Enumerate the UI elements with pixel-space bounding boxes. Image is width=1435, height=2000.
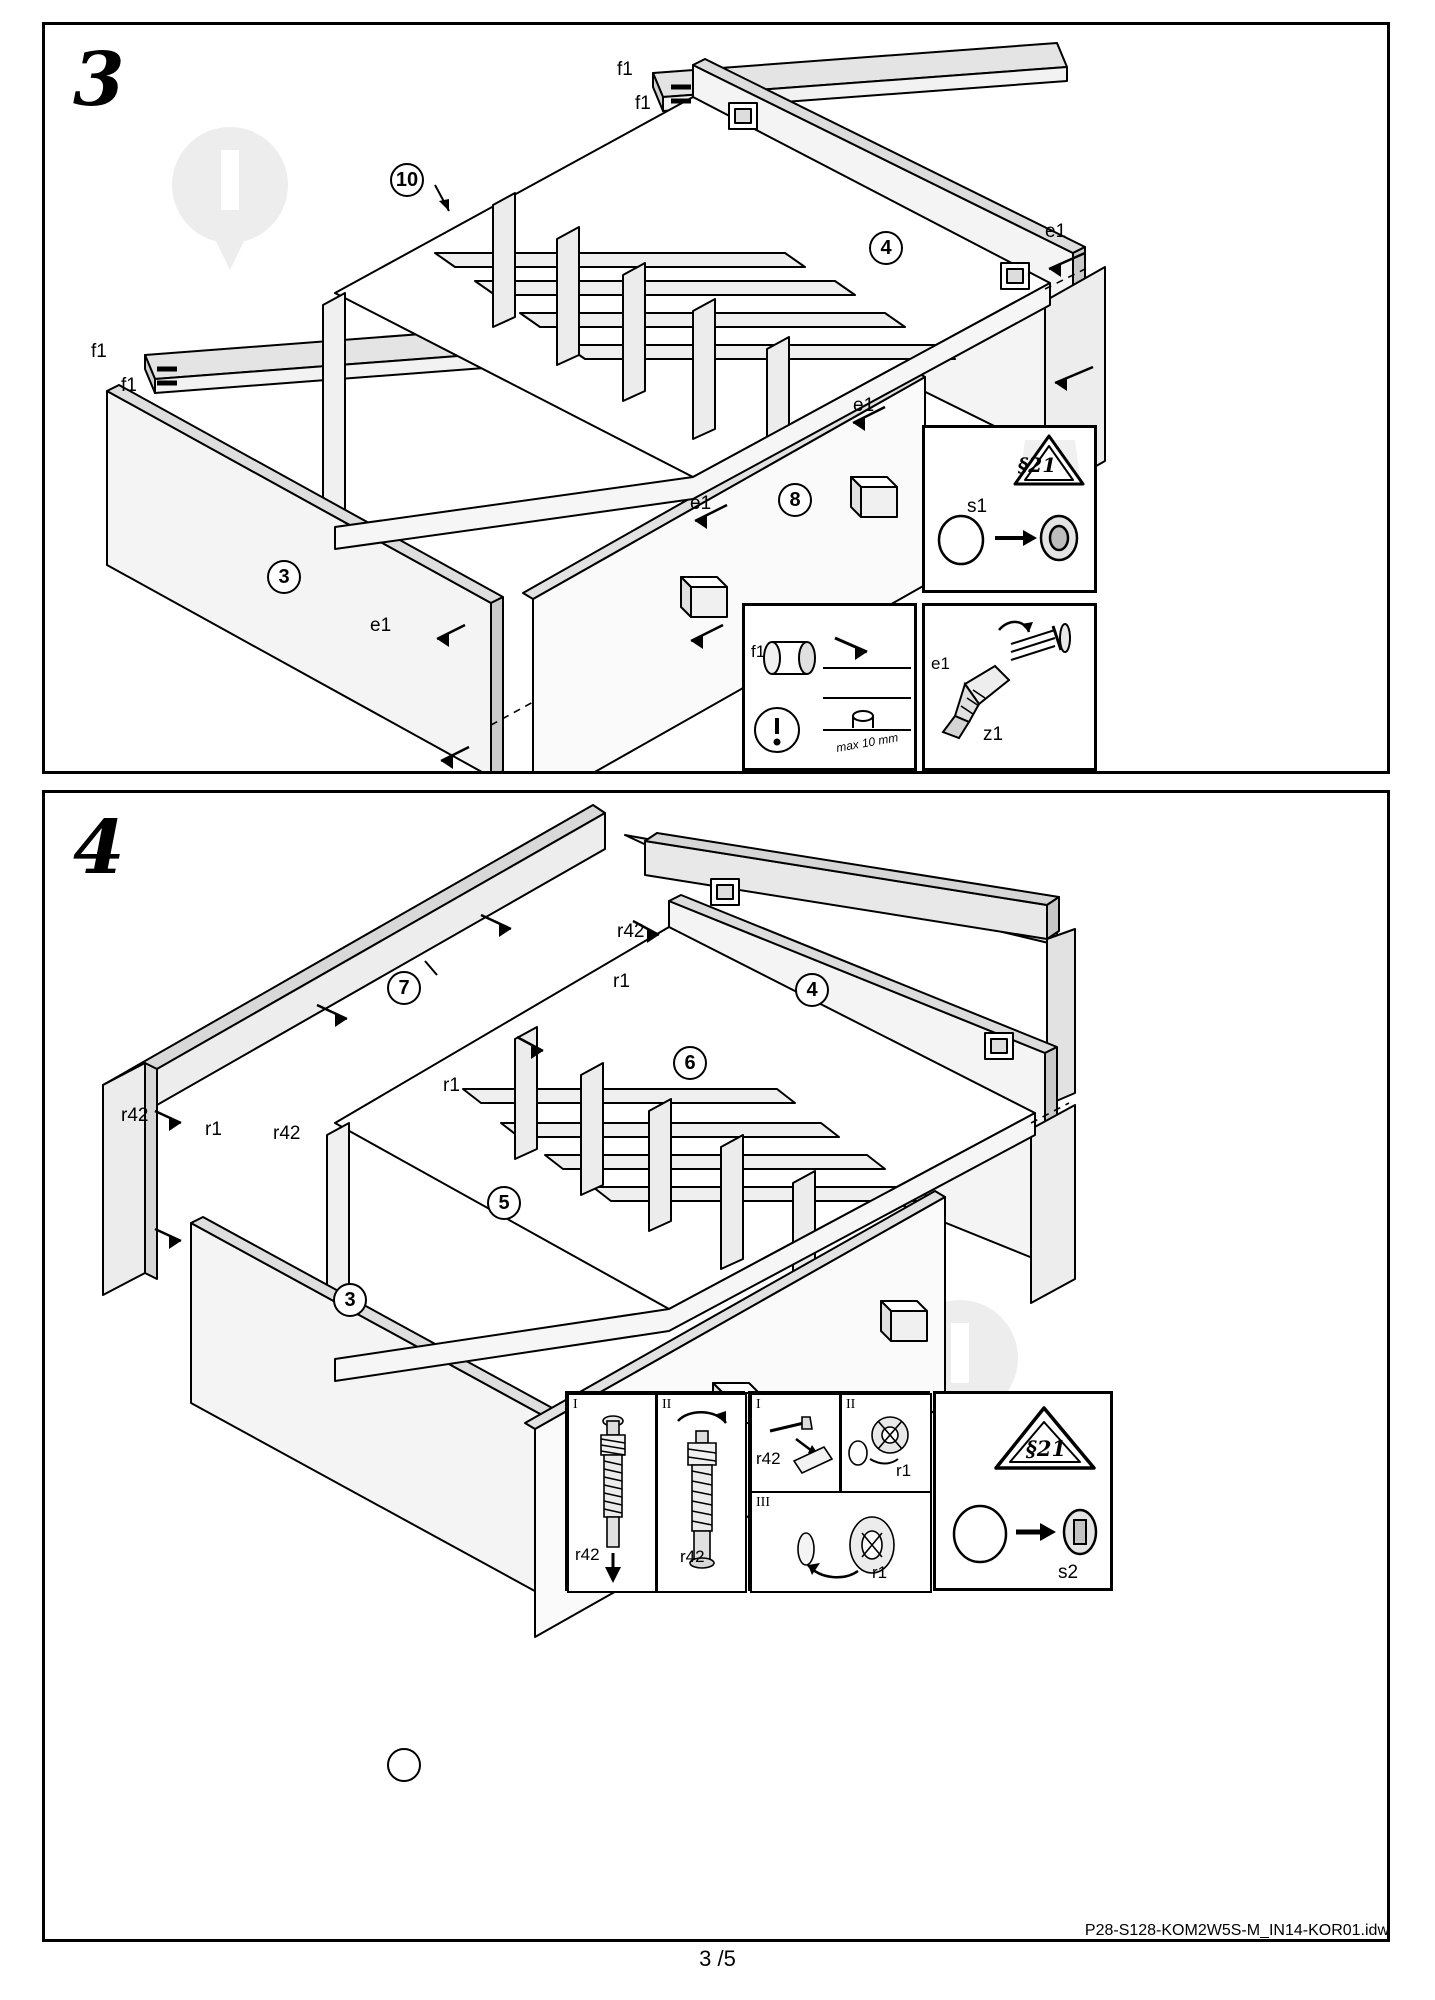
roman-II: II xyxy=(846,1397,856,1412)
detail-screw-anchor xyxy=(922,603,1097,771)
detail-dowel-depth xyxy=(742,603,917,771)
detail-label-r1: r1 xyxy=(896,1461,912,1480)
step-4-panel xyxy=(42,790,1390,1942)
callout-10: 10 xyxy=(390,163,424,197)
callout-8: 8 xyxy=(778,483,812,517)
detail-label-s2: s2 xyxy=(1058,1562,1079,1583)
detail-label-e1: e1 xyxy=(931,654,950,673)
svg-text:§21: §21 xyxy=(1017,453,1057,477)
part-label-r42: r42 xyxy=(617,921,645,942)
part-label-r42: r42 xyxy=(273,1123,301,1144)
part-label-e1: e1 xyxy=(853,395,875,416)
part-label-e1: e1 xyxy=(370,615,392,636)
detail-label-r1: r1 xyxy=(872,1563,888,1582)
detail-cam-lock xyxy=(748,1391,930,1591)
detail-label-r42: r42 xyxy=(756,1449,781,1468)
step-3-panel xyxy=(42,22,1390,774)
detail-label-r42: r42 xyxy=(680,1547,705,1566)
detail-cell-II xyxy=(656,1393,747,1593)
svg-text:max 10 mm: max 10 mm xyxy=(835,730,900,755)
detail-label-r42: r42 xyxy=(575,1545,600,1564)
part-label-r42: r42 xyxy=(121,1105,149,1126)
part-label-f1: f1 xyxy=(91,341,107,362)
part-label-r1: r1 xyxy=(443,1075,460,1096)
part-label-r1: r1 xyxy=(613,971,630,992)
document-id: P28-S128-KOM2W5S-M_IN14-KOR01.idw xyxy=(1084,1922,1389,1939)
roman-I: I xyxy=(756,1397,761,1412)
detail-cell-III xyxy=(750,1491,932,1593)
detail-cell-I-2 xyxy=(750,1393,841,1493)
callout-4: 4 xyxy=(795,973,829,1007)
callout-7-wrap xyxy=(387,1748,421,1782)
page-label: 3 /5 xyxy=(699,1946,736,1971)
callout-7: 7 xyxy=(387,971,421,1005)
detail-cap-cover-2 xyxy=(933,1391,1113,1591)
callout-4: 4 xyxy=(869,231,903,265)
detail-cell-I xyxy=(567,1393,657,1593)
callout-6: 6 xyxy=(673,1046,707,1080)
part-label-f1: f1 xyxy=(635,93,651,114)
detail-label-s1: s1 xyxy=(967,496,988,517)
step-number: 3 xyxy=(73,37,125,123)
roman-III: III xyxy=(756,1495,770,1510)
step-number: 4 xyxy=(73,805,125,891)
part-label-f1: f1 xyxy=(121,375,137,396)
part-label-e1: e1 xyxy=(1045,221,1067,242)
callout-5: 5 xyxy=(487,1186,521,1220)
roman-II: II xyxy=(662,1397,672,1412)
part-label-e1: e1 xyxy=(690,493,712,514)
part-label-r1: r1 xyxy=(205,1119,222,1140)
svg-text:§21: §21 xyxy=(1025,1436,1067,1461)
detail-label-z1: z1 xyxy=(983,724,1004,745)
detail-cell-II-2 xyxy=(840,1393,932,1493)
part-label-f1: f1 xyxy=(617,59,633,80)
roman-I: I xyxy=(573,1397,578,1412)
callout-3: 3 xyxy=(333,1283,367,1317)
callout-3: 3 xyxy=(267,560,301,594)
detail-leg-insert xyxy=(565,1391,745,1591)
detail-label-f1: f1 xyxy=(751,642,766,661)
detail-cap-cover xyxy=(922,425,1097,593)
